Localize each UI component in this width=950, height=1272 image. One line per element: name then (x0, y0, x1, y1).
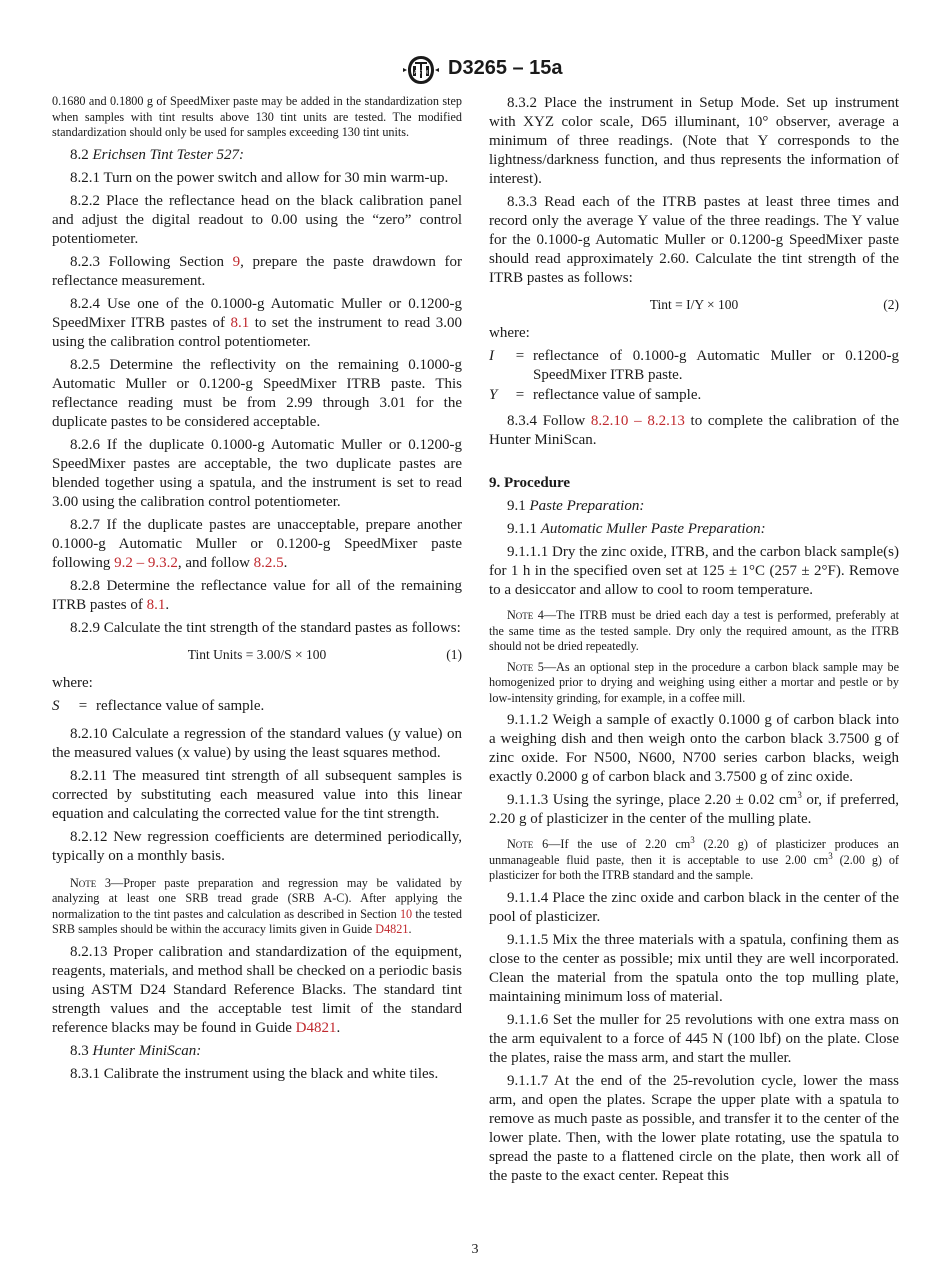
paragraph-8-2-10: 8.2.10 Calculate a regression of the standard values (y value) on the measured values (x value) by using the least squares method. (52, 725, 462, 761)
section-link[interactable]: 8.1 (146, 596, 166, 613)
paragraph-9-1-1-2: 9.1.1.2 Weigh a sample of exactly 0.1000 g of carbon black into a weighing dish and then weigh onto the carbon black 3.7500 g of zinc oxide. For N500, N600, N700 series carbon blacks, weigh exactly 0.2000 g of carbon black and 3.7500 g of zinc oxide. (489, 712, 899, 785)
paragraph-8-3-4: 8.3.4 Follow 8.2.10 – 8.2.13 to complete the calibration of the Hunter MiniScan. (489, 413, 899, 448)
paragraph-8-2-6: 8.2.6 If the duplicate 0.1000-g Automatic Muller or 0.1200-g SpeedMixer pastes are acceptable, the two duplicate pastes are blended together using a spatula, and the instrument is set to read 3.00 using the calibration control potentiometer. (52, 436, 462, 510)
section-8-2-heading: 8.2 Erichsen Tint Tester 527: (70, 146, 245, 163)
astm-logo-icon (401, 54, 441, 86)
guide-link[interactable]: D4821 (295, 1019, 337, 1036)
paragraph-8-2-3: 8.2.3 Following Section 9, prepare the paste drawdown for reflectance measurement. (52, 253, 462, 289)
section-link[interactable]: 8.2.5 (253, 554, 284, 571)
equation-number: (2) (883, 297, 899, 312)
paragraph-8-2-7: 8.2.7 If the duplicate pastes are unacceptable, prepare another 0.1000-g Automatic Muller or 0.1200-g SpeedMixer paste following 9.2 – 9.3.2, and follow 8.2.5. (52, 516, 462, 571)
paragraph-9-1-1-6: 9.1.1.6 Set the muller for 25 revolutions with one extra mass on the arm equivalent to a force of 445 N (100 lbf) on the plate. Close the plates, raise the mass arm, and start the muller. (489, 1011, 899, 1066)
section-link[interactable]: 8.1 (230, 314, 250, 331)
note-4: Note 4—The ITRB must be dried each day a test is performed, preferably at the same time as the tested sample. Dry only the required amount, as the ITRB should not be dried repeatedly. (489, 608, 899, 653)
paragraph-8-2-8: 8.2.8 Determine the reflectance value for all of the remaining ITRB pastes of 8.1. (52, 577, 462, 613)
paragraph-9-1-1-4: 9.1.1.4 Place the zinc oxide and carbon black in the center of the pool of plasticizer. (489, 889, 899, 925)
section-8-3-heading: 8.3 Hunter MiniScan: (70, 1042, 202, 1059)
guide-link[interactable]: D4821 (375, 922, 409, 936)
paragraph-9-1-1-1: 9.1.1.1 Dry the zinc oxide, ITRB, and the carbon black sample(s) for 1 h in the specified oven set at 125 ± 1°C (257 ± 2°F). Remove to a desiccator and allow to cool to room temperature. (489, 544, 899, 598)
equation-1 (52, 644, 462, 666)
equation-expression: Tint Units = 3.00/S × 100 (187, 646, 327, 662)
page-header (0, 54, 950, 86)
note-5: Note 5—As an optional step in the procedure a carbon black sample may be homogenized prior to drying and weighing using either a mortar and pestle or by low-intensity grinding, for example, in a coffee mill. (489, 659, 900, 705)
page-number: 3 (471, 1242, 479, 1257)
section-link[interactable]: 9 (232, 253, 241, 270)
document-id: D3265 – 15a (448, 57, 563, 79)
paragraph-8-2-5: 8.2.5 Determine the reflectivity on the remaining 0.1000-g Automatic Muller or 0.1200-g SpeedMixer ITRB paste. This reflectance reading must be from 2.99 through 3.01 for the duplicate pastes to be considered acceptable. (52, 356, 462, 430)
equation-expression: Tint = I/Y × 100 (649, 297, 739, 312)
paragraph-continued: 0.1680 and 0.1800 g of SpeedMixer paste may be added in the standardization step when samples with tint results above 130 tint units are tested. The modified standardization should only be used for samples exceeding 130 tint units. (52, 94, 462, 139)
definition-s: S = reflectance value of sample. (52, 697, 265, 714)
paragraph-8-3-3: 8.3.3 Read each of the ITRB pastes at least three times and record only the average Y value of the three readings. The Y value for the 0.1000-g Automatic Muller or 0.1200-g SpeedMixer paste should read approximately 2.60. Calculate the tint strength of the ITRB pastes as follows: (489, 194, 899, 286)
section-9-1-heading: 9.1 Paste Preparation: (507, 498, 645, 514)
paragraph-8-2-4: 8.2.4 Use one of the 0.1000-g Automatic Muller or 0.1200-g SpeedMixer ITRB pastes of 8.1 to set the instrument to read 3.00 using the calibration control potentiometer. (52, 295, 462, 350)
section-link[interactable]: 9.2 – 9.3.2 (114, 554, 178, 571)
section-link[interactable]: 8.2.10 – 8.2.13 (590, 413, 685, 429)
definition-y: Y = reflectance value of sample. (489, 387, 702, 403)
paragraph-8-2-2: 8.2.2 Place the reflectance head on the black calibration panel and adjust the digital readout to 0.00 using the “zero” control potentiometer. (52, 192, 462, 247)
where-label: where: (52, 674, 93, 691)
svg-text:ASTM: ASTM (414, 70, 428, 76)
note-3: Note 3—Proper paste preparation and regression may be validated by analyzing at least one SRB tread grade (SRB A-C). After applying the normalization to the tint pastes and calculation as described in Section 10 the tested SRB samples should be within the accuracy limits given in Guide D4821. (52, 875, 463, 936)
paragraph-8-3-1: 8.3.1 Calibrate the instrument using the black and white tiles. (70, 1065, 439, 1082)
section-link[interactable]: 10 (399, 906, 413, 921)
right-column (489, 94, 899, 1190)
paragraph-8-2-12: 8.2.12 New regression coefficients are determined periodically, typically on a monthly basis. (52, 828, 462, 864)
left-column (52, 94, 462, 1088)
definition-i: I = reflectance of 0.1000-g Automatic Muller or 0.1200-g SpeedMixer ITRB paste. (489, 348, 899, 383)
paragraph-9-1-1-5: 9.1.1.5 Mix the three materials with a spatula, confining them as close to the center as possible; mix until they are well incorporated. Clean the material from the spatula onto the top mulling plate, maintaining minimum loss of material. (489, 931, 899, 1005)
paragraph-8-2-13: 8.2.13 Proper calibration and standardization of the equipment, reagents, materials, and method shall be checked on a periodic basis using ASTM D24 Standard Reference Blacks. The standard tint strength values and the acceptable test limit of the standard reference blacks may be found in Guide D4821. (52, 943, 462, 1036)
paragraph-8-2-1: 8.2.1 Turn on the power switch and allow for 30 min warm-up. (70, 169, 449, 186)
paragraph-8-2-9: 8.2.9 Calculate the tint strength of the standard pastes as follows: (70, 619, 461, 636)
section-9-1-1-heading: 9.1.1 Automatic Muller Paste Preparation: (507, 521, 766, 537)
equation-2 (489, 294, 899, 316)
equation-number: (1) (446, 646, 462, 662)
paragraph-9-1-1-3: 9.1.1.3 Using the syringe, place 2.20 ± 0.02 $cm^3$ or, if preferred, 2.20 g of plasticizer in the center of the mulling plate. (489, 790, 899, 827)
section-9-heading: 9. Procedure (489, 475, 571, 491)
where-label: where: (489, 325, 530, 341)
paragraph-8-3-2: 8.3.2 Place the instrument in Setup Mode. Set up instrument with XYZ color scale, D65 illuminant, 10° observer, average a minimum of three readings. (Note that Y corresponds to the lightness/darkness function, and thus represents the information of interest). (489, 95, 899, 187)
note-6: Note 6—If the use of 2.20 $cm^3$ (2.20 g) of plasticizer produces an unmanageable fluid paste, then it is acceptable to use 2.00 $cm^3$ (2.00 g) of plasticizer for both the ITRB standard and the sample. (489, 834, 899, 882)
paragraph-9-1-1-7: 9.1.1.7 At the end of the 25-revolution cycle, lower the mass arm, and open the plates. Scrape the upper plate with a spatula to remove as much paste as possible, and transfer it to the center of the lower plate. Then, with the lower plate rotating, use the spatula to spread the paste to a flattened circle on the plate, then work all of the paste to the exact center. Repeat this (489, 1072, 899, 1184)
paragraph-8-2-11: 8.2.11 The measured tint strength of all subsequent samples is corrected by substituting each measured value into this linear equation and calculating the corrected value for the tint strength. (52, 767, 462, 822)
